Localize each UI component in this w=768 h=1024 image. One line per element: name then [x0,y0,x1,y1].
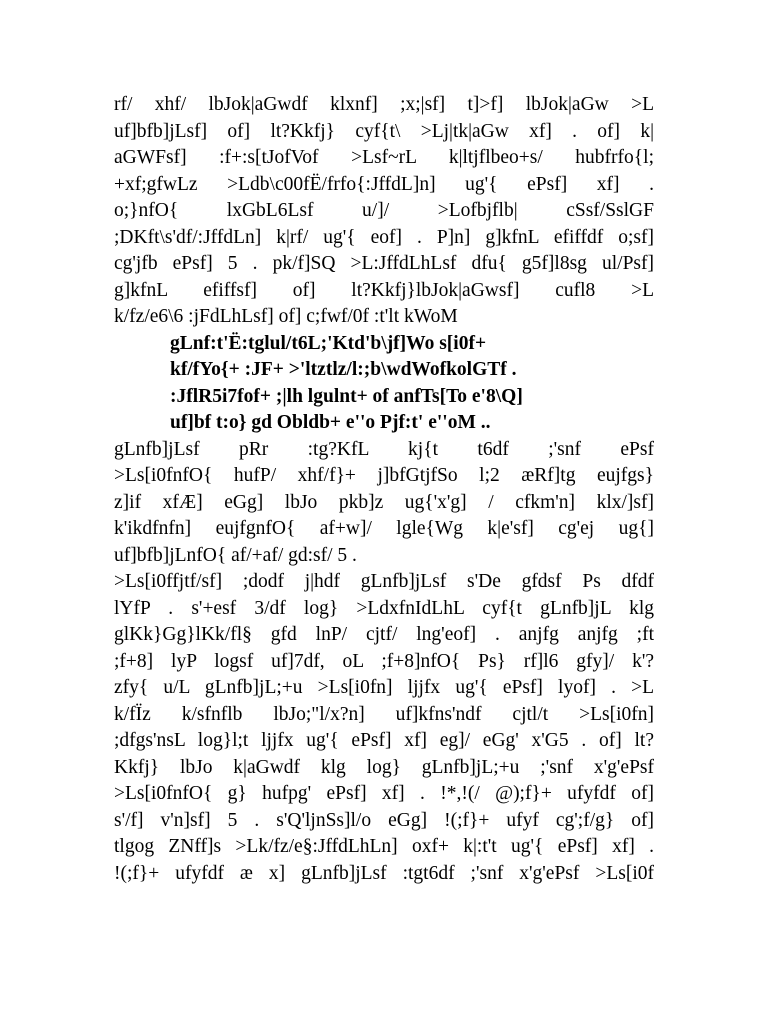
text-line: k/fz/e6\6 :jFdLhLsf] of] c;fwf/0f :t'lt kWoM [114,306,458,327]
verse-line: uf]bf t:o} gd Obldb+ e''o Pjf:t' e''oM .. [170,412,491,433]
text-line: aGWFsf] :f+:s[tJofVof >Lsf~rL k|ltjflbeo+s/ hubfrfo{l; [114,147,654,168]
document-page [114,92,654,887]
text-line: +xf;gfwLz >Ldb\c00fË/frfo{:JffdL]n] ug'{ ePsf] xf] . [114,173,654,195]
text-line: cg'jfb ePsf] 5 . pk/f]SQ >L:JffdLhLsf dfu{ g5f]l8sg ul/Psf] [114,253,654,274]
text-line: s'/f] v'n]sf] 5 . s'Q'ljnSs]l/o eGg] !(;f}+ ufyf cg';f/g} of] [114,809,654,831]
verse-line: gLnf:t'Ë:tglul/t6L;'Ktd'b\jf]Wo s[i0f+ [170,332,487,354]
text-line: z]if xfÆ] eGg] lbJo pkb]z ug{'x'g] / cfkm'n] klx/]sf] [114,491,654,513]
text-line: Kkfj} lbJo k|aGwdf klg log} gLnfb]jL;+u ;'snf x'g'ePsf [114,756,654,778]
text-line: glKk}Gg}lKk/fl§ gfd lnP/ cjtf/ lng'eof] . anjfg anjfg ;ft [114,624,654,645]
text-line: o;}nfO{ lxGbL6Lsf u/]/ >Lofbjflb| cSsf/SslGF [114,200,654,221]
text-line: uf]bfb]jLnfO{ af/+af/ gd:sf/ 5 . [114,544,357,566]
verse-line: :JflR5i7fof+ ;|lh lgulnt+ of anfTs[To e'8\Q] [170,385,523,407]
text-line: >Ls[i0ffjtf/sf] ;dodf j|hdf gLnfb]jLsf s'De gfdsf Ps dfdf [114,571,654,592]
paragraph-1 [114,92,654,331]
paragraph-3 [114,569,654,887]
text-line: zfy{ u/L gLnfb]jL;+u >Ls[i0fn] ljjfx ug'{ ePsf] lyof] . >L [114,677,654,698]
text-line: >Ls[i0fnfO{ g} hufpg' ePsf] xf] . !*,!(/ @);f}+ ufyfdf of] [114,783,654,804]
paragraph-2 [114,437,654,570]
text-line: k/fÏz k/sfnflb lbJo;"l/x?n] uf]kfns'ndf cjtl/t >Ls[i0fn] [114,703,654,725]
text-line: ;dfgs'nsL log}l;t ljjfx ug'{ ePsf] xf] eg]/ eGg' x'G5 . of] lt? [114,730,654,751]
text-line: g]kfnL efiffsf] of] lt?Kkfj}lbJok|aGwsf] cufl8 >L [114,279,654,301]
text-line: rf/ xhf/ lbJok|aGwdf klxnf] ;x;|sf] t]>f] lbJok|aGw >L [114,94,654,115]
verse-block [114,331,654,437]
text-line: ;DKft\s'df/:JffdLn] k|rf/ ug'{ eof] . P]n] g]kfnL efiffdf o;sf] [114,226,654,248]
text-line: !(;f}+ ufyfdf æ x] gLnfb]jLsf :tgt6df ;'snf x'g'ePsf >Ls[i0f [114,862,654,884]
text-line: tlgog ZNff]s >Lk/fz/e§:JffdLhLn] oxf+ k|:t't ug'{ ePsf] xf] . [114,836,654,857]
text-line: k'ikdfnfn] eujfgnfO{ af+w]/ lgle{Wg k|e'sf] cg'ej ug{] [114,518,654,539]
text-line: lYfP . s'+esf 3/df log} >LdxfnIdLhL cyf{t gLnfb]jL klg [114,597,654,619]
verse-line: kf/fYo{+ :JF+ >'ltztlz/l:;b\wdWofkolGTf . [170,359,517,380]
text-line: gLnfb]jLsf pRr :tg?KfL kj{t t6df ;'snf ePsf [114,438,654,460]
text-line: uf]bfb]jLsf] of] lt?Kkfj} cyf{t\ >Lj|tk|aGw xf] . of] k| [114,120,654,142]
text-line: ;f+8] lyP logsf uf]7df, oL ;f+8]nfO{ Ps} rf]l6 gfy]/ k'? [114,650,654,672]
text-line: >Ls[i0fnfO{ hufP/ xhf/f}+ j]bfGtjfSo l;2 æRf]tg eujfgs} [114,465,654,486]
